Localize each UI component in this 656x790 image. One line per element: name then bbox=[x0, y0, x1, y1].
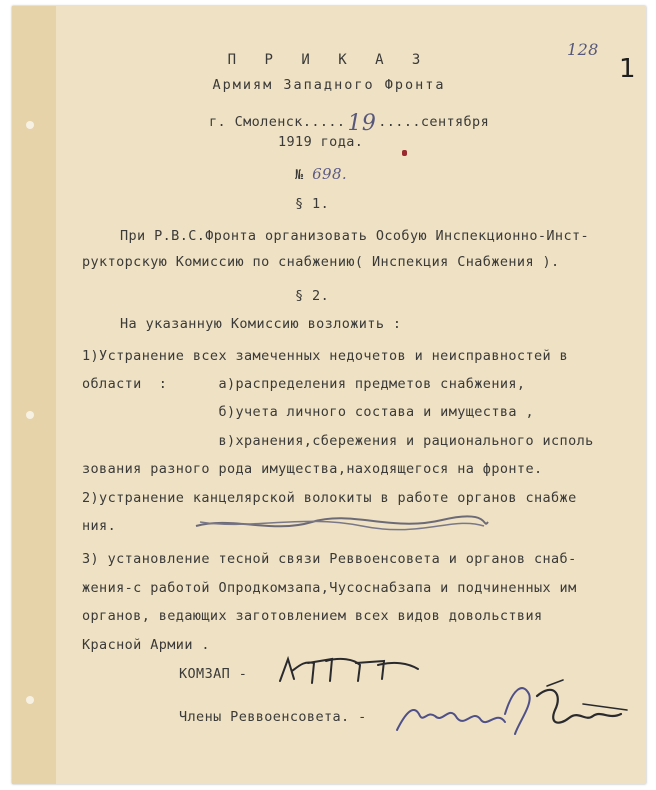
section2-line: б)учета личного состава и имущества , bbox=[82, 404, 534, 420]
order-number-line bbox=[295, 165, 347, 183]
section2-line: в)хранения,сбережения и рационального исполь bbox=[82, 433, 594, 449]
number-sign: № bbox=[295, 167, 304, 183]
section2-line: жения-с работой Опродкомзапа,Чусоснабзапа и подчиненных им bbox=[82, 580, 577, 596]
ink-dot bbox=[402, 150, 407, 156]
city: г. Смоленск bbox=[209, 114, 303, 130]
date-dots: ..... bbox=[378, 114, 421, 130]
section2-line: зования разного рода имущества,находящегося на фронте. bbox=[82, 461, 543, 477]
section2-intro: На указанную Комиссию возложить : bbox=[120, 316, 402, 332]
typed-document bbox=[12, 6, 646, 784]
date-dots: ..... bbox=[302, 114, 346, 130]
section2-heading: § 2. bbox=[295, 288, 330, 304]
section2-line: 1)Устранение всех замеченных недочетов и неисправностей в bbox=[82, 348, 569, 364]
section1-line1: При Р.В.С.Фронта организовать Особую Инспекционно-Инст- bbox=[120, 228, 590, 244]
komzap-label: КОМЗАП - bbox=[179, 666, 248, 682]
struck-out-text bbox=[192, 512, 492, 536]
handwritten-day: 19 bbox=[347, 111, 377, 136]
section2-line: Красной Армии . bbox=[82, 637, 210, 653]
handwritten-order-number: 698. bbox=[312, 165, 348, 183]
section2-line: области : а)распределения предметов снабжения, bbox=[82, 376, 526, 392]
archive-sheet-number: 128 bbox=[567, 40, 599, 59]
document-sheet bbox=[12, 6, 646, 784]
year-line: 1919 года. bbox=[278, 134, 364, 150]
document-subtitle: Армиям Западного Фронта bbox=[212, 77, 446, 93]
place-date-line bbox=[209, 107, 490, 136]
archive-page-number: 1 bbox=[619, 54, 636, 84]
section2-line: органов, ведающих заготовлением всех видов довольствия bbox=[82, 608, 543, 624]
section1-line2: рукторскую Комиссию по снабжению( Инспекция Снабжения ). bbox=[82, 254, 560, 270]
members-signatures bbox=[387, 674, 637, 744]
section2-line: 3) установление тесной связи Реввоенсовета и органов снаб- bbox=[82, 551, 577, 567]
document-title: П Р И К А З bbox=[227, 52, 431, 68]
section2-line: ния. bbox=[82, 518, 117, 534]
members-label: Члены Реввоенсовета. - bbox=[179, 709, 367, 725]
month: сентября bbox=[420, 114, 490, 130]
section1-heading: § 1. bbox=[295, 196, 330, 212]
section2-line: 2)устранение канцелярской волокиты в работе органов снабже bbox=[82, 490, 577, 506]
